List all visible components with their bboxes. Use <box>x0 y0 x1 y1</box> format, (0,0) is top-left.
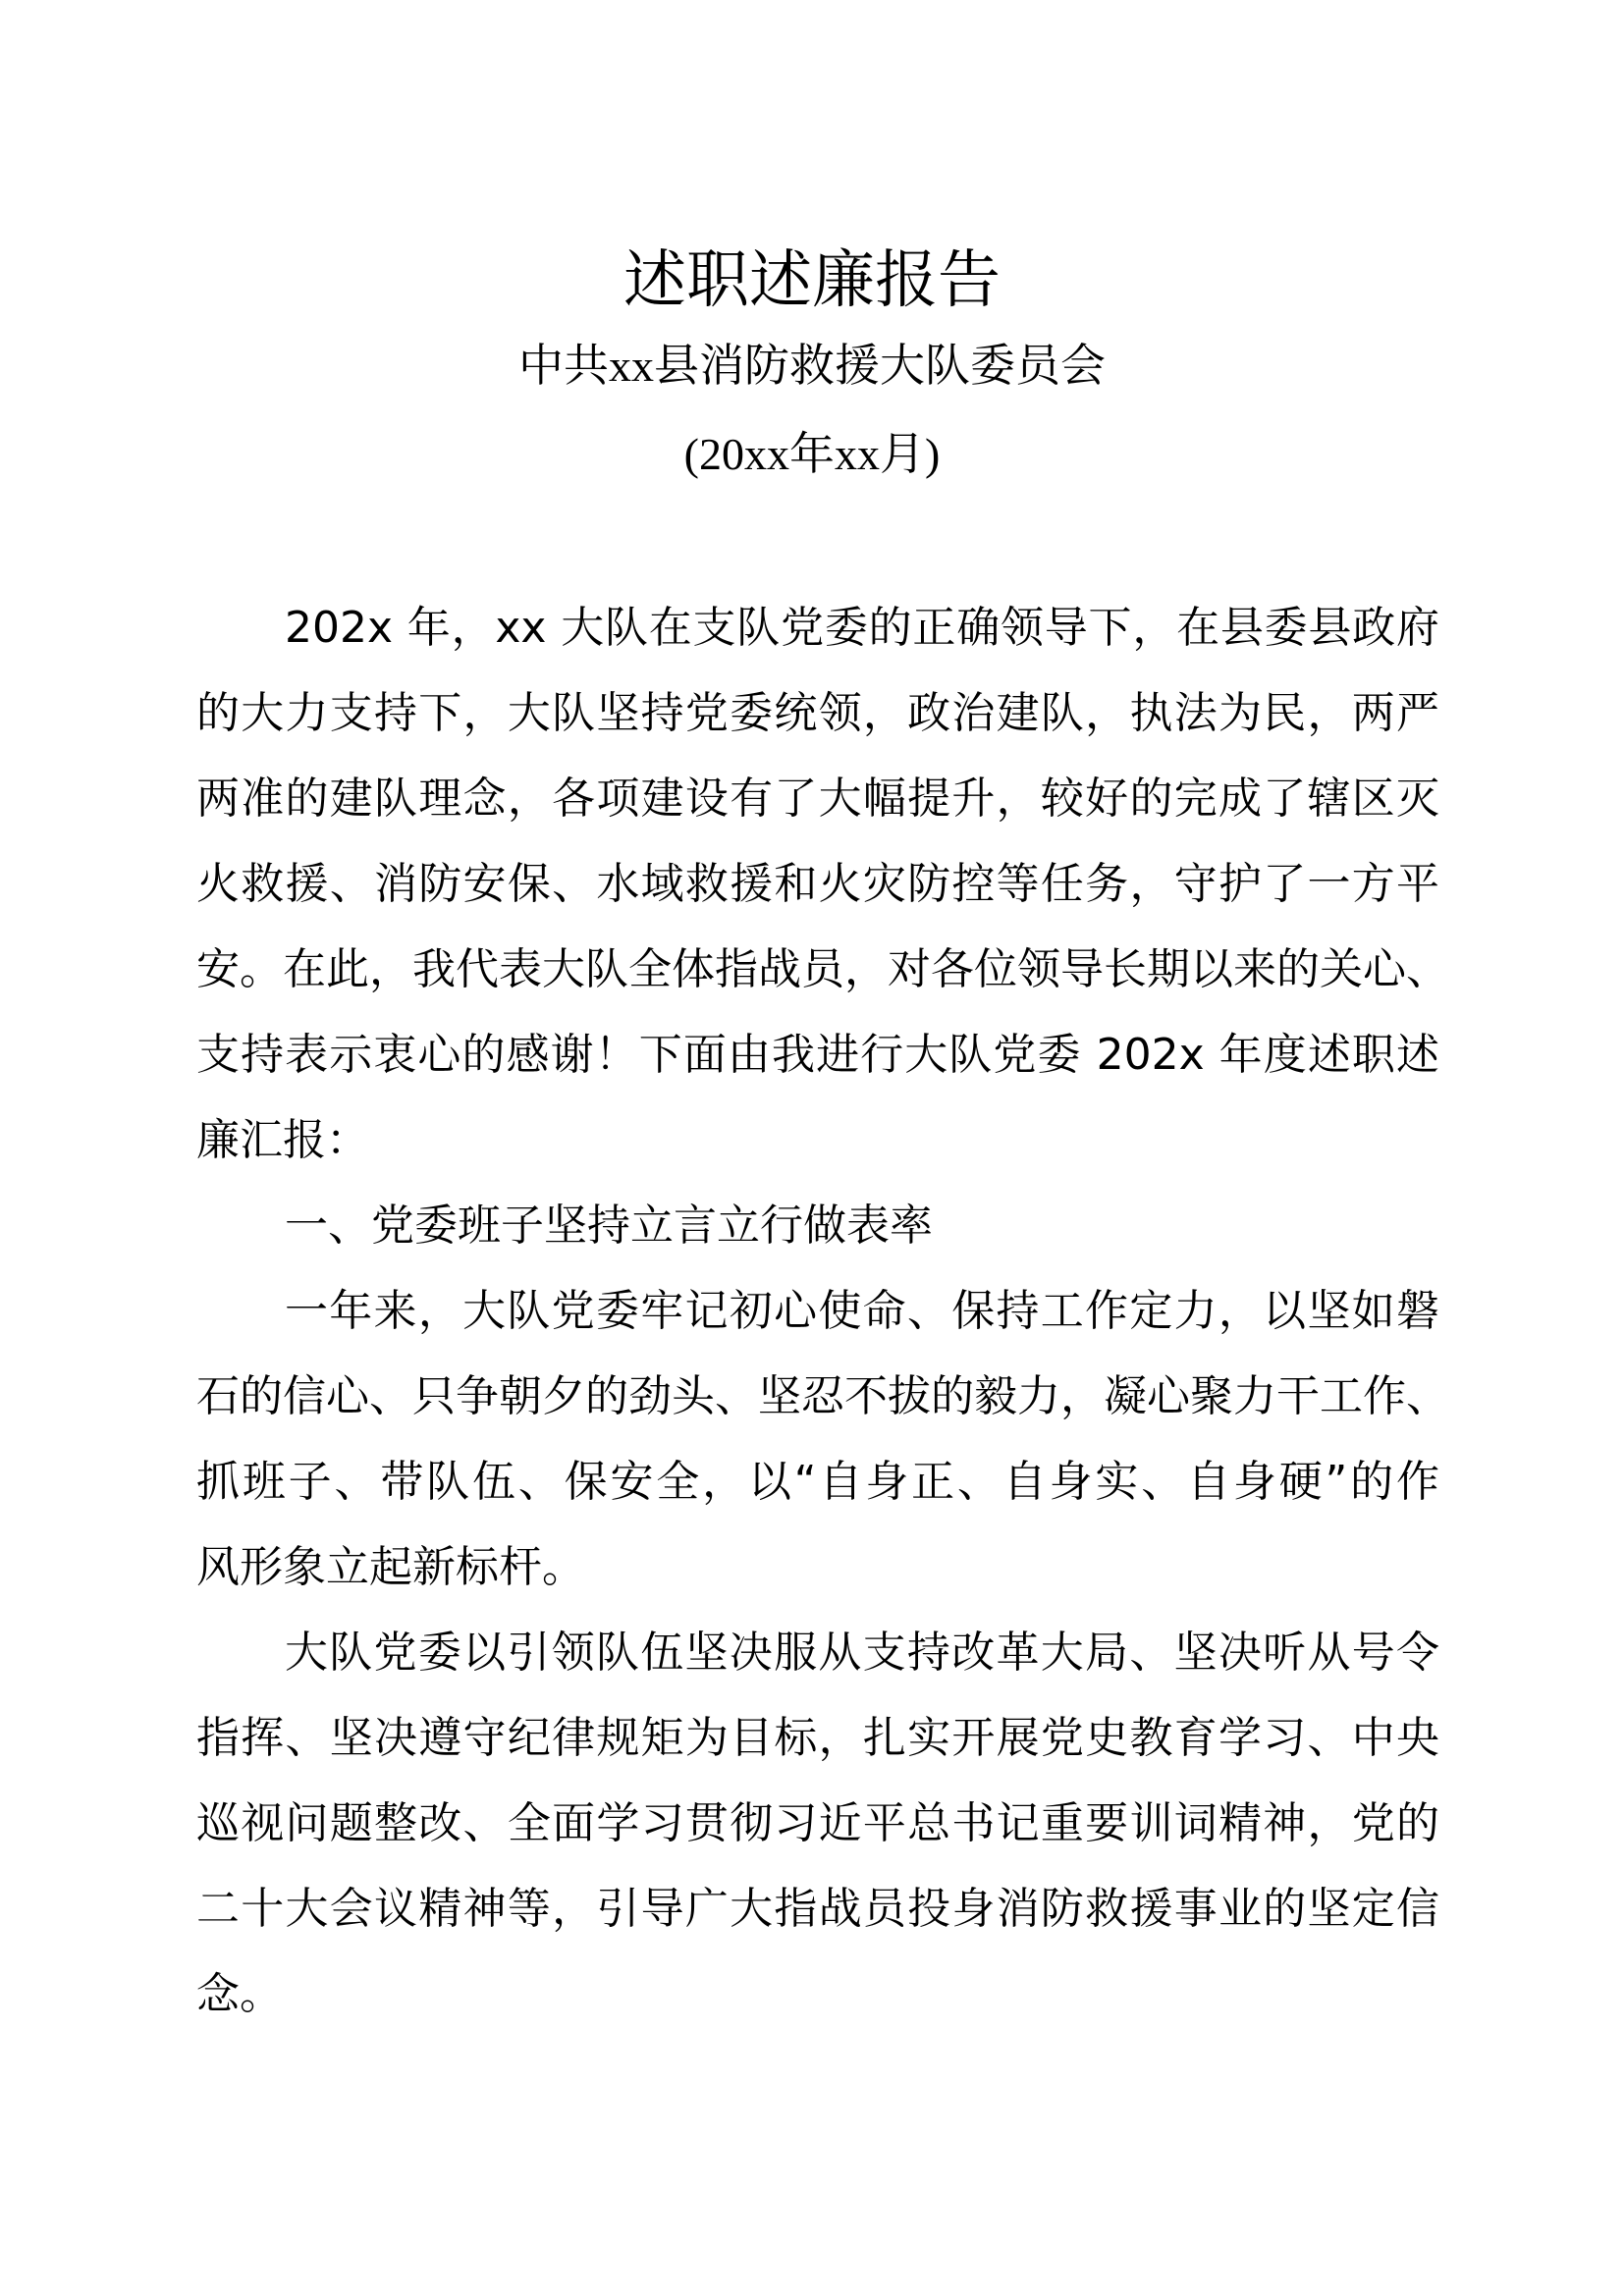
text-line: 石的信心、只争朝夕的劲头、坚忍不拔的毅力，凝心聚力干工作、 <box>196 1371 1449 1421</box>
text-line: 火救援、消防安保、水域救援和火灾防控等任务，守护了一方平 <box>196 859 1439 909</box>
text-line: 抓班子、带队伍、保安全，以“自身正、自身实、自身硬”的作 <box>196 1457 1439 1507</box>
text-line: 指挥、坚决遵守纪律规矩为目标，扎实开展党史教育学习、中央 <box>196 1713 1439 1763</box>
text-line: 两准的建队理念，各项建设有了大幅提升，较好的完成了辖区灭 <box>196 774 1439 824</box>
section-heading <box>196 1183 1439 1268</box>
text-line: 202x 年，xx 大队在支队党委的正确领导下，在县委县政府 <box>285 603 1439 653</box>
text-line: 念。 <box>196 1969 283 2019</box>
text-line: 的大力支持下，大队坚持党委统领，政治建队，执法为民，两严 <box>196 688 1439 738</box>
paragraph-party-committee <box>196 1610 1439 2037</box>
text-line: 风形象立起新标杆。 <box>196 1542 585 1592</box>
document-title: 述职述廉报告 <box>623 244 1001 317</box>
text-line: 廉汇报： <box>196 1115 369 1165</box>
text-line: 二十大会议精神等，引导广大指战员投身消防救援事业的坚定信 <box>196 1884 1439 1934</box>
document-subtitle: 中共xx县消防救援大队委员会 <box>518 341 1106 391</box>
text-line: 巡视问题整改、全面学习贯彻习近平总书记重要训词精神，党的 <box>196 1798 1439 1848</box>
paragraph-intro <box>196 585 1449 1183</box>
text-line: 支持表示衷心的感谢！下面由我进行大队党委 202x 年度述职述 <box>196 1030 1439 1080</box>
document-body <box>196 585 1449 2037</box>
text-line: 一年来，大队党委牢记初心使命、保持工作定力，以坚如磐 <box>285 1286 1439 1336</box>
heading-line: 一、党委班子坚持立言立行做表率 <box>285 1201 933 1251</box>
text-line: 大队党委以引领队伍坚决服从支持改革大局、坚决听从号令 <box>285 1628 1439 1678</box>
text-line: 安。在此，我代表大队全体指战员，对各位领导长期以来的关心、 <box>196 944 1449 994</box>
document-date: (20xx年xx月) <box>683 429 941 479</box>
paragraph-summary <box>196 1268 1449 1610</box>
